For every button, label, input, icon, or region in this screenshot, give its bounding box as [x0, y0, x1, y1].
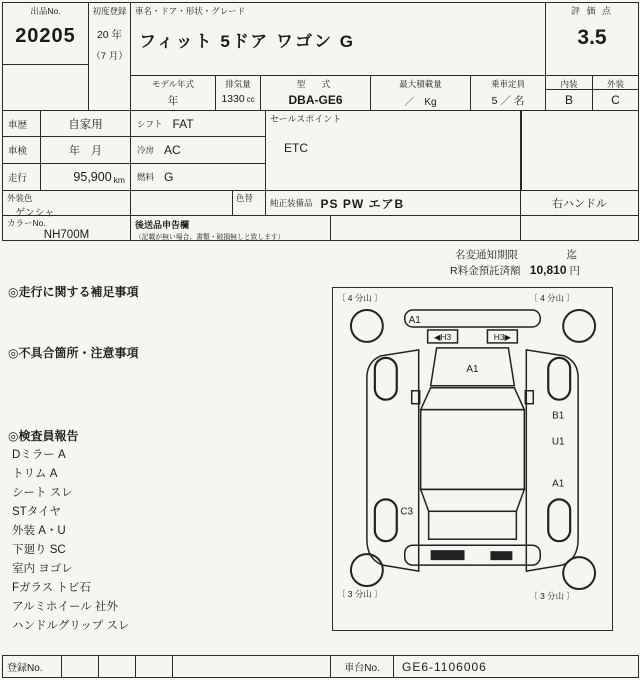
interior-grade-cell [545, 75, 593, 111]
wheel-arch-rear-right [548, 499, 570, 541]
color-no-label: カラーNo. [7, 218, 46, 228]
max-load-cell [370, 75, 471, 111]
mileage-label: 走行 [2, 163, 41, 191]
reg-no-cell-3 [135, 655, 173, 678]
report-line-7: Fガラス トビ石 [12, 582, 91, 594]
shift-cell [130, 110, 266, 137]
empty-cell-bottom-right [520, 215, 639, 241]
exterior-color-value: ゲンシャ [15, 207, 55, 219]
mark-front-bumper: A1 [408, 314, 421, 326]
max-load-label: 最大積載量 [399, 79, 442, 89]
mark-right-side-2: U1 [551, 436, 565, 448]
lot-no-cell [2, 2, 89, 65]
windshield [421, 388, 525, 410]
score-label: 評 価 点 [570, 6, 613, 16]
reg-no-cell-1 [61, 655, 99, 678]
rear-lamp-block [490, 551, 512, 560]
capacity-label: 乗車定員 [490, 79, 525, 89]
model-code-cell [260, 75, 371, 111]
chassis-no-label: 車台No. [330, 655, 394, 678]
reg-no-cell-4 [172, 655, 331, 678]
wheel-arch-rear-left [375, 499, 397, 541]
sales-point-cell [265, 110, 522, 191]
color-no-value: NH700M [43, 228, 90, 241]
mark-left-side: C3 [400, 506, 414, 518]
name-change-suffix: 迄 [566, 249, 577, 261]
report-line-3: STタイヤ [12, 506, 61, 518]
lot-no-label: 出品No. [30, 6, 61, 16]
shift-label: シフト [137, 118, 163, 129]
car-diagram [333, 288, 612, 630]
color-no-cell [2, 215, 131, 241]
empty-cell-bottom-mid [330, 215, 521, 241]
later-goods-cell [130, 215, 331, 241]
exterior-color-cell [2, 190, 131, 219]
car-name-value: フィット 5ドア ワゴン G [139, 31, 355, 51]
equipment-label: 純正装備品 [270, 197, 313, 208]
section-inspector-report: ◎検査員報告 [8, 429, 79, 443]
exterior-color-spacer-cell [130, 190, 233, 216]
ac-cell [130, 136, 266, 164]
chassis-no-value: GE6-1106006 [393, 655, 639, 678]
recycle-fee-unit: 円 [569, 265, 580, 277]
fuel-label: 燃料 [137, 172, 155, 182]
color-change-cell [232, 190, 266, 216]
displacement-value: 1330 [221, 93, 245, 105]
mileage-value: 95,900 [73, 170, 112, 184]
mileage-unit: km [113, 175, 125, 185]
model-year-label: モデル年式 [151, 79, 195, 89]
tire-depth-rear-left: 〔 3 分山 〕 [336, 589, 383, 600]
model-year-value: 年 [167, 95, 179, 107]
score-cell [545, 2, 639, 76]
roof [421, 410, 525, 490]
model-code-value: DBA-GE6 [288, 93, 343, 107]
shift-value: FAT [172, 116, 194, 131]
max-load-value: ／ Kg [404, 97, 437, 108]
displacement-unit: cc [246, 95, 255, 104]
mark-cowl-left: ◀H3 [433, 331, 452, 342]
section-defects: ◎不具合箇所・注意事項 [8, 346, 139, 360]
displacement-label: 排気量 [225, 79, 251, 89]
wheel-arch-front-right [548, 358, 570, 400]
report-line-4: 外装 A・U [12, 525, 66, 537]
name-change-label: 名変通知期限 [455, 249, 518, 261]
exterior-grade-cell [592, 75, 639, 111]
inspector-report-list [12, 446, 130, 636]
exterior-color-label: 外装色 [7, 193, 33, 203]
mark-cowl-right: H3▶ [493, 331, 512, 342]
lot-no-spacer-cell [2, 64, 89, 111]
first-registration-year: 20 年 [96, 28, 123, 41]
capacity-value: 5 ／ 名 [491, 95, 525, 107]
rear-bumper [405, 545, 541, 565]
history-value: 自家用 [40, 110, 131, 137]
exterior-grade-value: C [611, 93, 620, 107]
exterior-grade-label: 外装 [593, 76, 638, 90]
later-goods-label: 後送品申告欄 [135, 220, 190, 230]
report-line-5: 下廻り SC [12, 544, 66, 556]
rear-plate-block [431, 550, 465, 560]
score-value: 3.5 [577, 26, 607, 50]
reg-no-cell-2 [98, 655, 136, 678]
ac-label: 冷房 [137, 145, 155, 155]
handle-cell: 右ハンドル [520, 190, 639, 216]
report-line-6: 室内 ヨゴレ [12, 563, 73, 575]
model-code-label: 型 式 [296, 79, 335, 89]
report-line-1: トリム A [12, 468, 58, 480]
interior-grade-label: 内装 [546, 76, 592, 90]
first-registration-month: （7 月） [91, 50, 128, 62]
report-line-0: Dミラー A [12, 449, 66, 461]
trunk [429, 511, 517, 539]
car-name-cell [130, 2, 546, 76]
fuel-value: G [164, 170, 174, 184]
displacement-cell [215, 75, 261, 111]
fuel-cell [130, 163, 266, 191]
tire-depth-front-right: 〔 4 分山 〕 [529, 293, 575, 304]
wheel-arch-front-left [375, 358, 397, 400]
report-line-9: ハンドルグリップ スレ [12, 620, 130, 632]
mark-right-side-3: A1 [552, 478, 565, 490]
car-name-label: 車名・ドア・形状・グレード [135, 6, 246, 16]
reg-no-label: 登録No. [2, 655, 62, 678]
model-year-cell [130, 75, 216, 111]
tire-depth-front-left: 〔 4 分山 〕 [336, 293, 383, 304]
mileage-cell [40, 163, 131, 191]
recycle-fee-value: 10,810 [529, 263, 567, 277]
inspection-value: 年 月 [40, 136, 131, 164]
recycle-fee-label: R料金預託済額 [450, 265, 521, 277]
lot-no-value: 20205 [15, 24, 76, 47]
empty-cell-right [520, 110, 639, 191]
report-line-2: シート スレ [12, 487, 73, 499]
rear-glass [421, 489, 525, 511]
tire-depth-rear-right: 〔 3 分山 〕 [529, 590, 575, 601]
sales-point-label: セールスポイント [270, 114, 342, 124]
equipment-value: PS PW エアB [320, 196, 405, 211]
ac-value: AC [164, 143, 181, 157]
inspection-label: 車検 [2, 136, 41, 164]
section-mileage-notes: ◎走行に関する補足事項 [8, 285, 139, 299]
recycle-fee-line [450, 263, 580, 278]
color-change-label: 色替 [236, 193, 254, 203]
tire-front-left [351, 310, 383, 342]
later-goods-note: （記載が無い場合、書類・破損無しと致します） [135, 234, 285, 241]
tire-front-right [563, 310, 595, 342]
first-registration-label: 初度登録 [92, 6, 127, 16]
tire-rear-left [351, 554, 383, 586]
sales-point-value: ETC [284, 141, 308, 155]
damage-diagram-box [332, 287, 613, 631]
mark-hood: A1 [466, 363, 479, 375]
equipment-cell [265, 190, 521, 216]
interior-grade-value: B [564, 93, 573, 107]
first-registration-cell [88, 2, 131, 111]
mark-right-side-1: B1 [552, 410, 565, 422]
name-change-line [455, 247, 577, 262]
capacity-cell [470, 75, 546, 111]
front-bumper [405, 310, 541, 327]
history-label: 車歴 [2, 110, 41, 137]
report-line-8: アルミホイール 社外 [12, 601, 119, 613]
